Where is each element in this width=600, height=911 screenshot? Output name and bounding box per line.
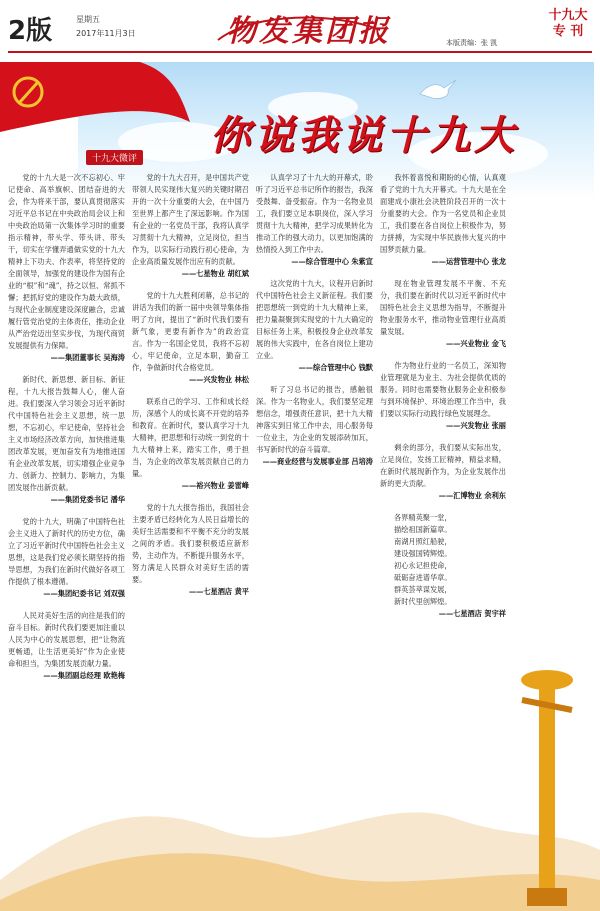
column-3: [256, 172, 373, 478]
poem-line: 描绘祖国新篇章。: [394, 525, 452, 534]
article-byline: ——七星酒店 黄平: [188, 587, 249, 596]
article-body: 联系自己的学习、工作和成长经历，深感个人的成长离不开党的培养和教育。在新时代，要认真学习十九大精神，把思想和行动统一到党的十九大精神上来，踏实工作，勇于担当，为企业的改革发展贡献自己的力量。: [132, 397, 249, 478]
column-1: [8, 172, 125, 692]
article-byline: ——综合管理中心 钱默: [298, 363, 373, 372]
article-byline: ——集团副总经理 欧艳梅: [43, 671, 125, 680]
newspaper-title: 物发集团报: [226, 14, 391, 49]
banner-title: 你说我说十九大: [210, 112, 518, 159]
article-body: 党的十九大召开，是中国共产党带领人民实现伟大复兴的关键时期召开的一次十分重要的大会，在中国乃至世界上都产生了深远影响。作为国有企业的一名党员干部，我将认真学习贯彻十九大精神，立足岗位，担当作为，以实际行动践行初心使命，为企业高质量发展作出应有的贡献。: [132, 173, 249, 266]
section-line-2: 专 刊: [552, 24, 584, 39]
poem-line: 南湖月照红船驶，: [394, 537, 452, 546]
article-body: 现在物业管理发展不平衡、不充分，我们要在新时代以习近平新时代中国特色社会主义思想为指导，不断提升物业服务水平，推动物业管理行业高质量发展。: [380, 279, 506, 336]
weekday: 星期五: [76, 15, 100, 24]
header-rule: [8, 51, 592, 53]
article-byline: ——汇博物业 余利东: [438, 491, 506, 500]
article-byline: ——裕兴物业 姜雷峰: [181, 481, 249, 490]
poem-line: 建设强国铸辉煌。: [394, 549, 452, 558]
article-byline: ——商业经营与发展事业部 吕培涛: [262, 457, 373, 466]
article-body: 剩余的部分，我们要从实际出发，立足岗位，发扬工匠精神，精益求精，在新时代展现新作为，为企业发展作出新的更大贡献。: [380, 443, 506, 488]
article-body: 作为物业行业的一名员工，深知物业管理就是为业主、为社会提供优质的服务。同时也需要物业服务企业积极参与到环境保护、环境治理工作当中，我们要以实际行动践行绿色发展理念。: [380, 361, 506, 418]
article-body: 这次党的十九大，议程开启新时代中国特色社会主义新征程。我们要把思想统一到党的十九大精神上来，把力量凝聚到实现党的十九大确定的目标任务上来，积极投身企业改革发展的伟大实践中，在各自岗位上建功立业。: [256, 279, 373, 360]
article-body: 我怀着喜悦和期盼的心情，认真观看了党的十九大开幕式。十九大是在全面建成小康社会决胜阶段召开的一次十分重要的大会。作为一名党员和企业员工，我们要在各自岗位上积极作为，努力拼搏，为实现中华民族伟大复兴的中国梦贡献力量。: [380, 173, 506, 254]
page-editor: 本版责编：张 凯: [446, 39, 498, 47]
poem-line: 砥砺奋进谱华章。: [394, 573, 452, 582]
huabiao-pillar-icon: [512, 640, 582, 910]
article-byline: ——兴发物业 张丽: [445, 421, 506, 430]
poem-line: 初心永记担使命，: [394, 561, 452, 570]
article-byline: ——集团纪委书记 刘双强: [43, 589, 125, 598]
party-flag-icon: [0, 62, 190, 132]
great-wall-illustration: [0, 760, 600, 911]
article-byline: ——兴业物业 金飞: [445, 339, 506, 348]
article-byline: ——七星物业 胡红斌: [181, 269, 249, 278]
article-body: 党的十九大是一次不忘初心、牢记使命、高举旗帜、团结奋进的大会，作为将来干部，要认真贯彻落实习近平总书记在中央政治局会议上和中央政治局第一次集体学习时的重要指示精神，带头学、带头讲、带头干，切实在学懂弄通做实党的十九大精神上下功夫、作表率，将坚持党的全面领导，加强党的建设作为国有企业的“根”和“魂”，持之以恒、常抓不懈；把抓好党的建设作为最大政绩，与现代企业制度建设深度融合，忠诚履行管党治党的主体责任，推动企业从严治党迈出坚实步伐，为现代商贸发展提供有力保障。: [8, 173, 125, 350]
article-body: 党的十九大报告指出，我国社会主要矛盾已经转化为人民日益增长的美好生活需要和不平衡不充分的发展之间的矛盾。我们要积极适应新形势，主动作为，不断提升服务水平，努力满足人民群众对美好生活的需要。: [132, 503, 249, 584]
edition-number: 2版: [8, 16, 53, 46]
article-byline: ——运营管理中心 张龙: [431, 257, 506, 266]
article-byline: ——集团董事长 吴海涛: [50, 353, 125, 362]
masthead: [0, 0, 600, 60]
article-byline: ——兴发物业 林松: [188, 375, 249, 384]
article-body: 新时代、新思想、新目标、新征程，十九大报告鼓舞人心，催人奋进。我们要深入学习领会习近平新时代中国特色社会主义思想，统一思想，不忘初心，牢记使命，坚持社会主义市场经济改革方向，加快推进集团改革发展，更加奋发有为地推进国有企业改革发展，切实增强企业竞争力、创新力、控制力、影响力，为集团发展作出新贡献。: [8, 375, 125, 492]
article-byline: ——综合管理中心 朱紫宣: [291, 257, 373, 266]
section-line-1: 十九大: [548, 8, 588, 23]
poem-line: 各界精英聚一堂，: [394, 513, 452, 522]
article-byline: ——集团党委书记 潘华: [50, 495, 125, 504]
article-body: 党的十九大，明确了中国特色社会主义进入了新时代的历史方位，确立了习近平新时代中国特色社会主义思想，这是我们党必须长期坚持的指导思想，为我们在新时代做好各项工作提供了根本遵循。: [8, 517, 125, 586]
article-byline: ——七星酒店 贺宇祥: [438, 609, 506, 618]
article-body: 党的十九大胜利闭幕，总书记的讲话为我们的新一届中央领导集体指明了方向，提出了“新时代我们要有新气象，更要有新作为”的政治宣言。作为一名国企党员，我将不忘初心，牢记使命，立足本职，勤奋工作，争做新时代合格党员。: [132, 291, 249, 372]
issue-date: 2017年11月3日: [76, 29, 136, 38]
article-body: 人民对美好生活的向往是我们的奋斗目标。新时代我们要更加注重以人民为中心的发展思想，把“让物流更畅通，让生活更美好”作为企业使命和担当，为集团发展贡献力量。: [8, 611, 125, 668]
poem-line: 新时代里创辉煌。: [394, 597, 452, 606]
section-label: [540, 8, 596, 40]
column-4: [380, 172, 506, 630]
column-2: [132, 172, 249, 608]
article-body: 听了习总书记的报告，感触很深。作为一名物业人，我们要坚定理想信念，增强责任意识，把十九大精神落实到日常工作中去，用心服务每一位业主，为企业的发展添砖加瓦，书写新时代的奋斗篇章。: [256, 385, 373, 454]
dove-icon: [418, 76, 458, 102]
article-body: 认真学习了十九大的开幕式，聆听了习近平总书记所作的报告，我深受鼓舞、备受振奋。作为一名物业员工，我们要立足本职岗位，深入学习贯彻十九大精神，把学习成果转化为推动工作的强大动力，以更加饱满的热情投入到工作中去。: [256, 173, 373, 254]
column-tag: 十九大微评: [86, 150, 143, 165]
poem-line: 群英荟萃谋发展，: [394, 585, 452, 594]
